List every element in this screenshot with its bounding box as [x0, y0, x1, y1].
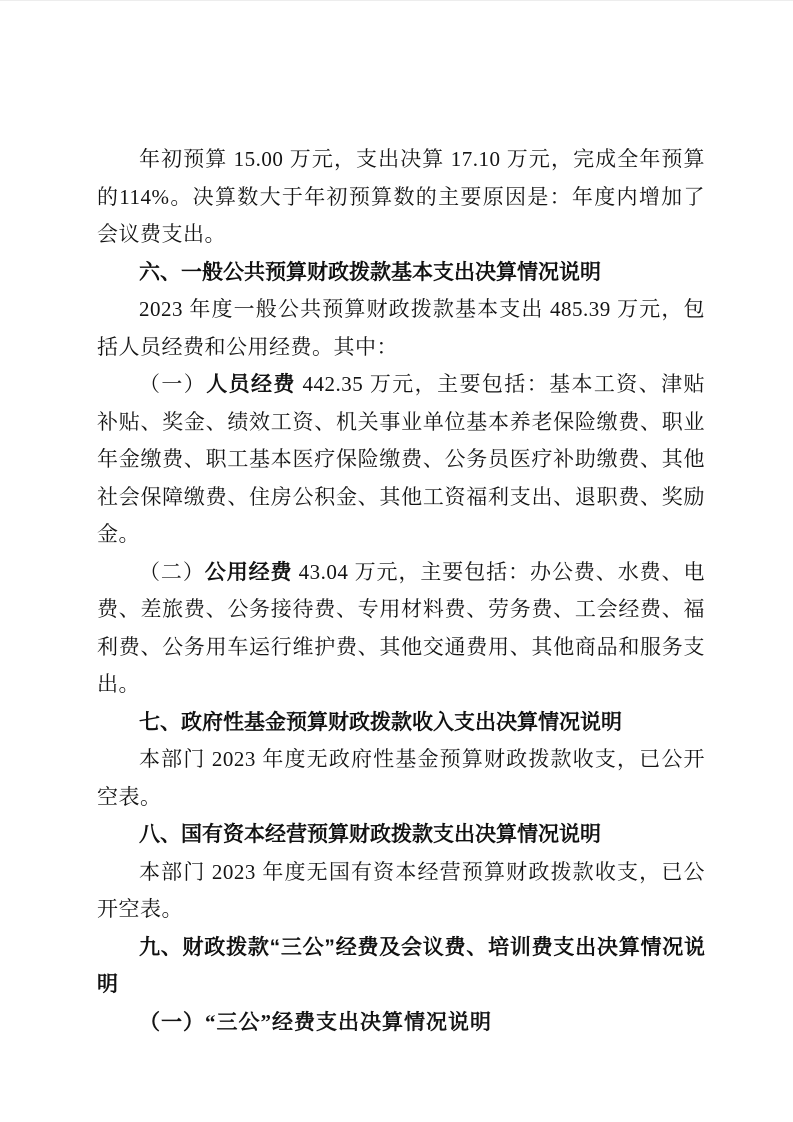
paragraph-government-fund-empty: 本部门 2023 年度无政府性基金预算财政拨款收支，已公开空表。: [97, 747, 705, 809]
personnel-expense-detail: 442.35 万元，主要包括：基本工资、津贴补贴、奖金、绩效工资、机关事业单位基本养老保险缴费、职业年金缴费、职工基本医疗保险缴费、公务员医疗补助缴费、其他社会保障缴费、住房公积金、其他工资福利支出、退职费、奖励金。: [97, 372, 706, 546]
paragraph-basic-expenditure-total: 2023 年度一般公共预算财政拨款基本支出 485.39 万元，包括人员经费和公用经费。其中：: [97, 297, 705, 359]
public-funds-label: 公用经费: [204, 560, 293, 584]
paragraph-meeting-fee-budget: 年初预算 15.00 万元，支出决算 17.10 万元，完成全年预算的114%。决算数大于年初预算数的主要原因是：年度内增加了会议费支出。: [97, 147, 705, 246]
heading-section-9-sangong-expenses: 九、财政拨款“三公”经费及会议费、培训费支出决算情况说明: [97, 935, 705, 996]
personnel-expense-label: 人员经费: [206, 373, 296, 396]
public-funds-detail: 43.04 万元，主要包括：办公费、水费、电费、差旅费、公务接待费、专用材料费、劳务费、工会经费、福利费、公务用车运行维护费、其他交通费用、其他商品和服务支出。: [97, 559, 706, 696]
heading-section-7-government-fund: 七、政府性基金预算财政拨款收入支出决算情况说明: [139, 710, 622, 734]
public-funds-prefix: （二）: [139, 559, 205, 584]
subheading-sangong-expenditure: （一）“三公”经费支出决算情况说明: [139, 1009, 492, 1034]
paragraph-state-capital-empty: 本部门 2023 年度无国有资本经营预算财政拨款收支，已公开空表。: [97, 859, 705, 921]
personnel-expense-prefix: （一）: [139, 372, 207, 396]
paragraph-personnel-expense: [97, 366, 705, 554]
paragraph-public-funds-expense: [97, 554, 705, 704]
heading-section-6-basic-expenditure: 六、一般公共预算财政拨款基本支出决算情况说明: [139, 260, 601, 284]
heading-section-8-state-capital: 八、国有资本经营预算财政拨款支出决算情况说明: [139, 823, 601, 846]
